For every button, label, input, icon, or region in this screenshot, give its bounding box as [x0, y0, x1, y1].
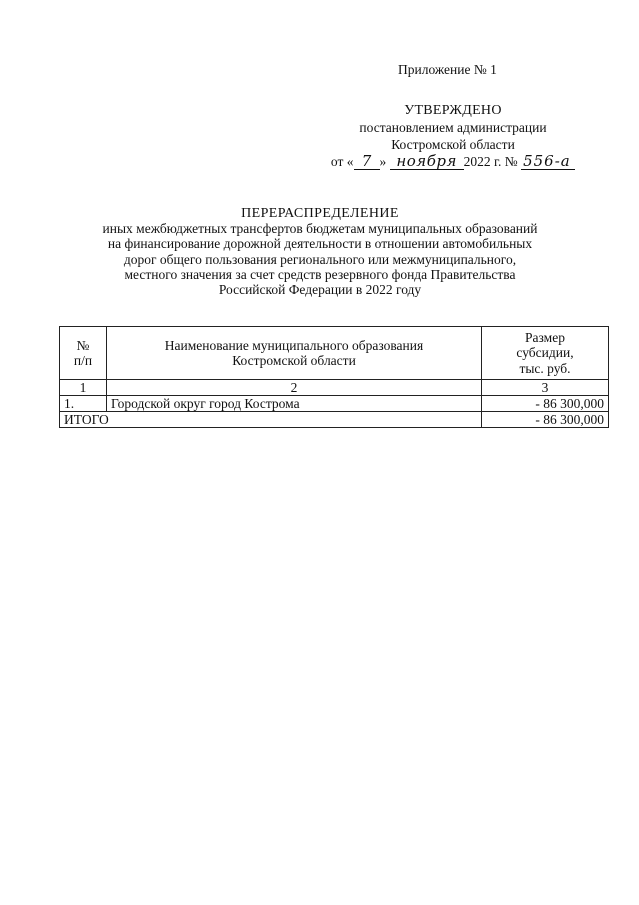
title-line-1: иных межбюджетных трансфертов бюджетам муниципальных образований: [102, 221, 538, 237]
title-line-3: дорог общего пользования регионального или межмуниципального,: [123, 251, 517, 267]
header-amount-line-1: Размер: [525, 329, 565, 345]
decree-reference: [318, 153, 588, 170]
index-cell-1: 1: [60, 380, 107, 396]
title-line-2: на финансирование дорожной деятельности в отношении автомобильных: [107, 236, 533, 252]
table-row: [60, 396, 609, 412]
table-header-row: [60, 327, 609, 380]
title-line-4: местного значения за счет средств резервного фонда Правительства: [124, 266, 516, 282]
decree-year-label: 2022 г. №: [463, 154, 518, 169]
table-index-row: [60, 380, 609, 396]
annex-label: Приложение № 1: [398, 62, 497, 77]
decree-from-label: от «: [330, 154, 354, 169]
index-cell-3: 3: [482, 380, 609, 396]
decree-day-handwritten: 7: [354, 154, 380, 170]
row-number: 1.: [60, 396, 107, 412]
decree-number-handwritten: 556-а: [521, 154, 575, 170]
table-total-row: [60, 412, 609, 428]
title-heading: ПЕРЕРАСПРЕДЕЛЕНИЕ: [241, 206, 399, 221]
total-label: ИТОГО: [60, 412, 482, 428]
approved-by-line-2: Костромской области: [391, 137, 515, 152]
approved-by-line-1: постановлением администрации: [359, 120, 547, 135]
header-amount-line-3: тыс. руб.: [519, 360, 571, 376]
decree-quote-close: »: [379, 154, 387, 169]
decree-month-handwritten: ноября: [390, 154, 464, 170]
row-municipality: Городской округ город Кострома: [107, 396, 482, 412]
distribution-table: [59, 326, 609, 428]
title-line-5: Российской Федерации в 2022 году: [218, 282, 422, 298]
document-title: [60, 206, 580, 297]
header-number: [60, 327, 107, 380]
header-municipality-line-1: Наименование муниципального образования: [164, 337, 424, 353]
approved-heading: УТВЕРЖДЕНО: [404, 103, 502, 118]
header-municipality: [107, 327, 482, 380]
index-cell-2: 2: [107, 380, 482, 396]
row-amount: - 86 300,000: [482, 396, 609, 412]
header-municipality-line-2: Костромской области: [232, 353, 356, 368]
approval-block: [318, 102, 588, 170]
total-amount: - 86 300,000: [482, 412, 609, 428]
header-number-line-1: №: [76, 337, 90, 353]
header-amount: [482, 327, 609, 380]
header-number-line-2: п/п: [73, 353, 93, 368]
header-amount-line-2: субсидии,: [516, 345, 574, 361]
